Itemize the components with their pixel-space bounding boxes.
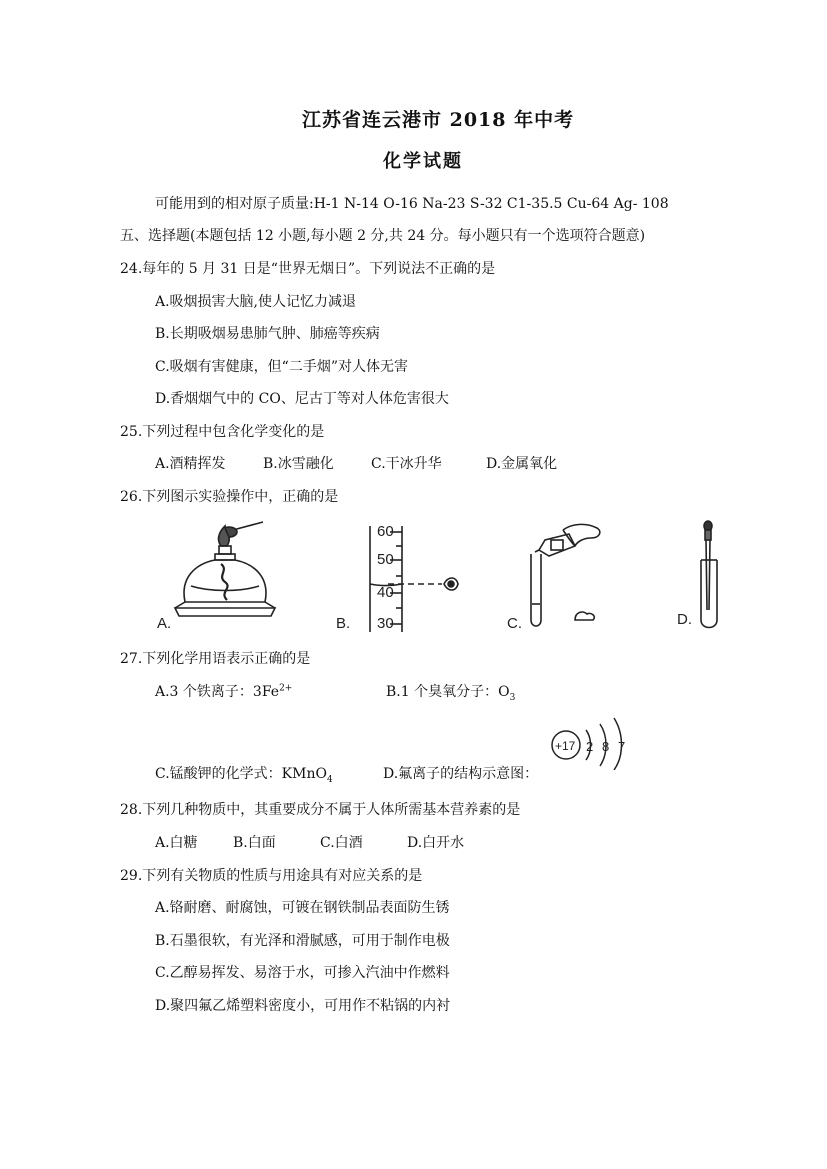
q24-option-d: D.香烟烟气中的 CO、尼古丁等对人体危害很大 [155, 391, 449, 407]
figure-b-label: B. [336, 615, 351, 632]
figure-d-label: D. [677, 611, 692, 628]
q27-option-a [155, 682, 292, 702]
q24-option-a: A.吸烟损害大脑,使人记忆力减退 [155, 294, 357, 310]
q27-option-b-text: B.1 个臭氧分子：O [386, 684, 510, 700]
atom-structure-diagram [548, 712, 638, 770]
q29-option-a: A.铬耐磨、耐腐蚀，可镀在钢铁制品表面防生锈 [155, 900, 450, 916]
q26-stem: 26.下列图示实验操作中，正确的是 [120, 489, 339, 505]
cylinder-tick-40: 40 [377, 584, 394, 601]
electron-shell-2: 8 [602, 739, 610, 754]
q27-option-b-subscript: 3 [509, 692, 516, 703]
q28-option-d: D.白开水 [407, 835, 465, 851]
figure-a-alcohol-lamp [155, 520, 295, 635]
q29-option-c: C.乙醇易挥发、易溶于水，可掺入汽油中作燃料 [155, 965, 450, 981]
q27-option-c-subscript: 4 [326, 774, 333, 785]
figure-c-label: C. [507, 615, 522, 632]
q29-option-b: B.石墨很软，有光泽和滑腻感，可用于制作电极 [155, 933, 450, 949]
cylinder-tick-60: 60 [377, 523, 394, 540]
q25-option-a: A.酒精挥发 [155, 456, 226, 472]
figure-c-pouring-liquid [505, 520, 615, 635]
q27-option-c [155, 764, 333, 784]
nucleus-charge: +17 [555, 739, 576, 753]
figure-b-graduated-cylinder [330, 520, 470, 635]
page-title: 江苏省连云港市 2018 年中考 [302, 109, 575, 131]
q28-stem: 28.下列几种物质中，其重要成分不属于人体所需基本营养素的是 [120, 802, 521, 818]
electron-shell-1: 2 [586, 739, 594, 754]
q25-option-d: D.金属氧化 [486, 456, 558, 472]
q27-stem: 27.下列化学用语表示正确的是 [120, 651, 311, 667]
cylinder-tick-50: 50 [377, 551, 394, 568]
figure-a-label: A. [157, 615, 172, 632]
q28-option-b: B.白面 [233, 835, 276, 851]
q27-option-d: D.氟离子的结构示意图： [383, 766, 539, 782]
q25-option-c: C.干冰升华 [371, 456, 442, 472]
q29-option-d: D.聚四氟乙烯塑料密度小，可用作不粘锅的内衬 [155, 998, 451, 1014]
section-heading: 五、选择题(本题包括 12 小题,每小题 2 分,共 24 分。每小题只有一个选项符合题意) [120, 228, 646, 244]
q24-option-b: B.长期吸烟易患肺气肿、肺癌等疾病 [155, 326, 380, 342]
figure-d-dropper [675, 520, 735, 635]
q28-option-c: C.白酒 [320, 835, 363, 851]
cylinder-tick-30: 30 [377, 615, 394, 632]
q25-option-b: B.冰雪融化 [263, 456, 334, 472]
q29-stem: 29.下列有关物质的性质与用途具有对应关系的是 [120, 868, 423, 884]
q27-option-a-charge: 2+ [279, 683, 293, 694]
q24-option-c: C.吸烟有害健康，但“二手烟”对人体无害 [155, 359, 408, 375]
q27-option-a-text: A.3 个铁离子：3Fe [155, 684, 280, 700]
q25-stem: 25.下列过程中包含化学变化的是 [120, 424, 325, 440]
atomic-masses: 可能用到的相对原子质量:H-1 N-14 O-16 Na-23 S-32 C1-35.5 Cu-64 Ag- 108 [155, 196, 669, 212]
q27-option-c-text: C.锰酸钾的化学式：KMnO [155, 766, 327, 782]
electron-shell-3: 7 [618, 739, 626, 754]
q24-stem: 24.每年的 5 月 31 日是“世界无烟日”。下列说法不正确的是 [120, 261, 496, 277]
q28-option-a: A.白糖 [155, 835, 198, 851]
q27-option-b [386, 682, 515, 702]
page-subtitle: 化学试题 [383, 151, 463, 172]
